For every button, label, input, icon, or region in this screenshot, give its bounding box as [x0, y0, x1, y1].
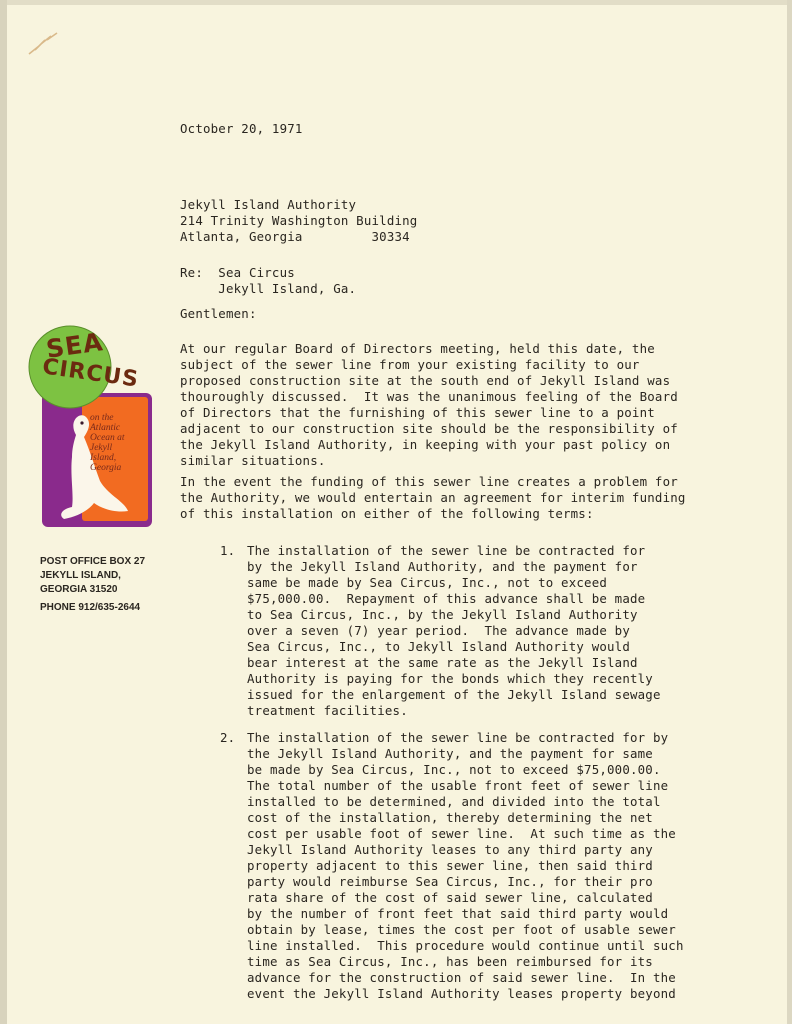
letterhead-address: POST OFFICE BOX 27 JEKYLL ISLAND, GEORGIA 31520: [40, 556, 146, 595]
letter-date: October 20, 1971: [180, 121, 303, 136]
page-edge-top: [0, 0, 792, 5]
page-edge-right: [787, 0, 792, 1024]
logo-tagline: on the Atlantic Ocean at Jekyll Island, Georgia: [90, 413, 125, 473]
pencil-mark-icon: [25, 30, 65, 60]
sea-circus-logo: [28, 325, 154, 531]
salutation: Gentlemen:: [180, 306, 257, 321]
letterhead-phone: PHONE 912/635-2644: [40, 602, 141, 613]
list-item-text: The installation of the sewer line be contracted for by the Jekyll Island Authority, and the payment for same be made by Sea Circus, Inc., not to exceed $75,000.00. Repayment of this advance shall be made to Sea Circus, Inc., by the Jekyll Island Authority over a seven (7) year period. The advance made by Sea Circus, Inc., to Jekyll Island Authority would bear interest at the same rate as the Jekyll Island Authority is paying for the bonds which they recently issued for the enlargement of the Jekyll Island sewage treatment facilities.: [247, 543, 661, 718]
list-item-text: The installation of the sewer line be contracted for by the Jekyll Island Authority, and the payment for same be made by Sea Circus, Inc., not to exceed $75,000.00. The total number of the usable front feet of sewer line installed to be determined, and divided into the total cost of the installation, thereby determining the net cost per usable foot of sewer line. At such time as the Jekyll Island Authority leases to any third party any property adjacent to this sewer line, then said third party would reimburse Sea Circus, Inc., for their pro rata share of the cost of said sewer line, calculated by the number of front feet that said third party would obtain by lease, times the cost per foot of usable sewer line installed. This procedure would continue until such time as Sea Circus, Inc., has been reimbursed for its advance for the construction of said sewer line. In the event the Jekyll Island Authority leases property beyond: [247, 730, 684, 1001]
letterhead-contact: [40, 555, 145, 615]
body-paragraph-2: In the event the funding of this sewer line creates a problem for the Authority, we would entertain an agreement for interim funding of this installation on either of the following terms:: [180, 474, 686, 521]
logo-wordmark-circus: CIRCUS: [40, 354, 141, 393]
recipient-address: Jekyll Island Authority 214 Trinity Washington Building Atlanta, Georgia 30334: [180, 197, 418, 244]
list-item-number: 2.: [220, 730, 236, 745]
logo-wordmark-sea: SEA: [44, 327, 106, 364]
subject-line: Re: Sea Circus Jekyll Island, Ga.: [180, 265, 357, 296]
body-paragraph-1: At our regular Board of Directors meeting, held this date, the subject of the sewer line from your existing facility to our proposed construction site at the south end of Jekyll Island was thouroughly discussed. It was the unanimous feeling of the Board of Directors that the furnishing of this sewer line to a point adjacent to our construction site should be the responsibility of the Jekyll Island Authority, in keeping with your past policy on similar situations.: [180, 341, 678, 468]
list-item-number: 1.: [220, 543, 236, 558]
page-edge-left: [0, 0, 7, 1024]
